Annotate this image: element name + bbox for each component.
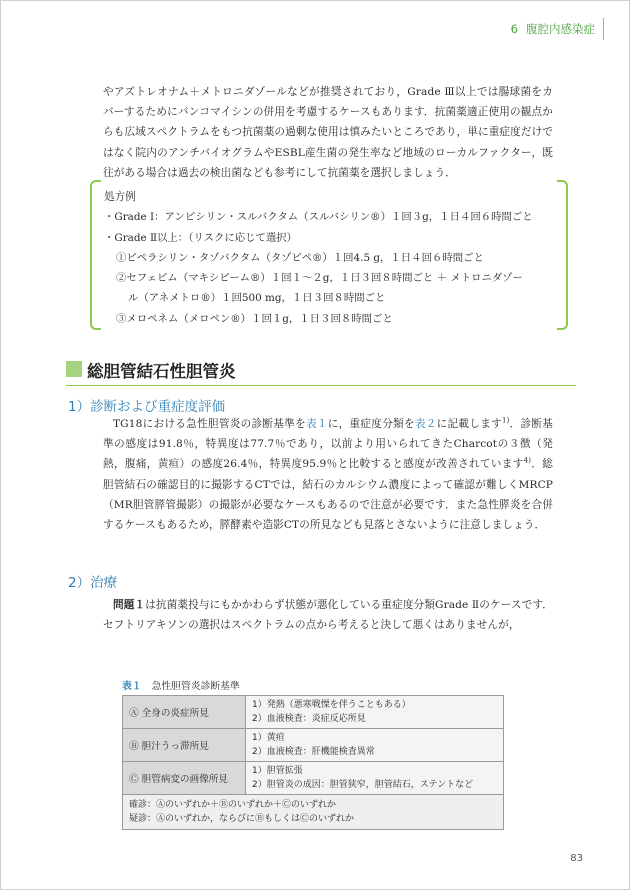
category-cell: Ⓐ 全身の炎症所見 xyxy=(123,696,246,729)
bracket-left xyxy=(90,180,101,330)
item-line: 2）血液検査：炎症反応所見 xyxy=(252,714,366,724)
table-row xyxy=(123,729,504,762)
prescription-line: ル（アネメトロ®）１回500 mg，１日３回８時間ごと xyxy=(128,292,386,305)
prescription-box xyxy=(90,180,568,330)
question-label: 問題１ xyxy=(113,599,146,611)
table-row xyxy=(123,696,504,729)
subsection-title-treatment: 2）治療 xyxy=(68,575,118,591)
paragraph-diagnosis xyxy=(103,414,553,535)
prescription-line: ①ピペラシリン・タゾバクタム（タゾピペ®）１回4.5 g，１日４回６時間ごと xyxy=(116,251,484,264)
table-row xyxy=(123,795,504,830)
category-cell: Ⓒ 胆管病変の画像所見 xyxy=(123,762,246,795)
item-line: 2）胆管炎の成因：胆管狭窄，胆管結石，ステントなど xyxy=(252,780,474,790)
table-title: 急性胆管炎診断基準 xyxy=(151,681,240,692)
prescription-title: 処方例 xyxy=(104,191,136,203)
chapter-title: 腹腔内感染症 xyxy=(526,22,595,36)
section-heading xyxy=(66,359,576,386)
table-label: 表１ xyxy=(122,681,142,692)
item-line: 1）胆管拡張 xyxy=(252,766,303,776)
paragraph-treatment xyxy=(103,595,553,635)
diagnosis-confirmed: 確診：Ⓐのいずれか＋Ⓑのいずれか＋Ⓒのいずれか xyxy=(129,800,337,810)
items-cell xyxy=(246,762,504,795)
section-title: 総胆管結石性胆管炎 xyxy=(87,362,236,381)
diagnostic-criteria-table xyxy=(122,695,504,830)
running-head xyxy=(511,18,604,40)
item-line: 2）血液検査：肝機能検査異常 xyxy=(252,747,375,757)
text-run: に記載します xyxy=(436,418,502,430)
citation-4: 4) xyxy=(523,456,532,465)
items-cell xyxy=(246,696,504,729)
text-run: ．診断基準の感度は91.8％，特異度は77.7％であり，以前より用いられてきたCharcotの３徴（発熱，腹痛，黄疸）の感度26.4％，特異度95.9％と比較すると感度が改善されています xyxy=(103,418,553,471)
prescription-line: ・Grade Ⅰ：アンピシリン・スルバクタム（スルバシリン®）１回３g，１日４回６時間ごと xyxy=(104,211,533,224)
paragraph-intro: やアズトレオナム＋メトロニダゾールなどが推奨されており，Grade Ⅲ以上では腸球菌をカバーするためにバンコマイシンの併用を考慮するケースもあります．抗菌薬適正使用の観点からも広域スペクトラムをもつ抗菌薬の過剰な使用は慎みたいところであり，単に重症度だけではなく院内のアンチバイオグラムやESBL産生菌の発生率など地域のローカルファクター，既往がある場合は過去の検出菌なども参考にして抗菌薬を選択しましょう． xyxy=(103,86,553,179)
section-marker xyxy=(66,361,82,377)
citation-1: 1) xyxy=(502,416,510,425)
items-cell xyxy=(246,729,504,762)
category-cell: Ⓑ 胆汁うっ滞所見 xyxy=(123,729,246,762)
text-run: TG18における急性胆管炎の診断基準を xyxy=(113,418,306,430)
table2-reference-link[interactable]: 表２ xyxy=(414,418,437,430)
text-run: に，重症度分類を xyxy=(327,418,415,430)
subsection-title-diagnosis: 1）診断および重症度評価 xyxy=(68,399,226,415)
item-line: 1）発熱（悪寒戦慄を伴うこともある） xyxy=(252,700,411,710)
prescription-line: ③メロペネム（メロペン®）１回１g，１日３回８時間ごと xyxy=(116,312,393,325)
chapter-number: 6 xyxy=(510,22,518,36)
page-number: 83 xyxy=(570,853,583,864)
table-row xyxy=(123,762,504,795)
table1-reference-link[interactable]: 表１ xyxy=(305,418,328,430)
diagnosis-suspected: 疑診：Ⓐのいずれか，ならびにⒷもしくはⒸのいずれか xyxy=(129,814,355,824)
item-line: 1）黄疸 xyxy=(252,733,285,743)
table-caption xyxy=(122,678,240,692)
diagnosis-cell xyxy=(123,795,504,830)
text-run: は抗菌薬投与にもかかわらず状態が悪化している重症度分類Grade Ⅱのケースです．セフトリアキソンの選択はスペクトラムの点から考えると決して悪くはありませんが， xyxy=(103,599,553,632)
bracket-right xyxy=(557,180,568,330)
prescription-line: ②セフェピム（マキシピーム®）１回１～２g，１日３回８時間ごと ＋ メトロニダゾー xyxy=(116,272,523,285)
prescription-line: ・Grade Ⅱ以上：（リスクに応じて選択） xyxy=(104,231,298,244)
text-run: ．総胆管結石の確認目的に撮影するCTでは，結石のカルシウム濃度によって確認が難しくMRCP（MR胆管膵管撮影）の撮影が必要なケースもあるので注意が必要です．また急性膵炎を合併するケースもあるため，膵酵素や造影CTの所見なども見落とさないように注意しましょう． xyxy=(103,458,554,532)
